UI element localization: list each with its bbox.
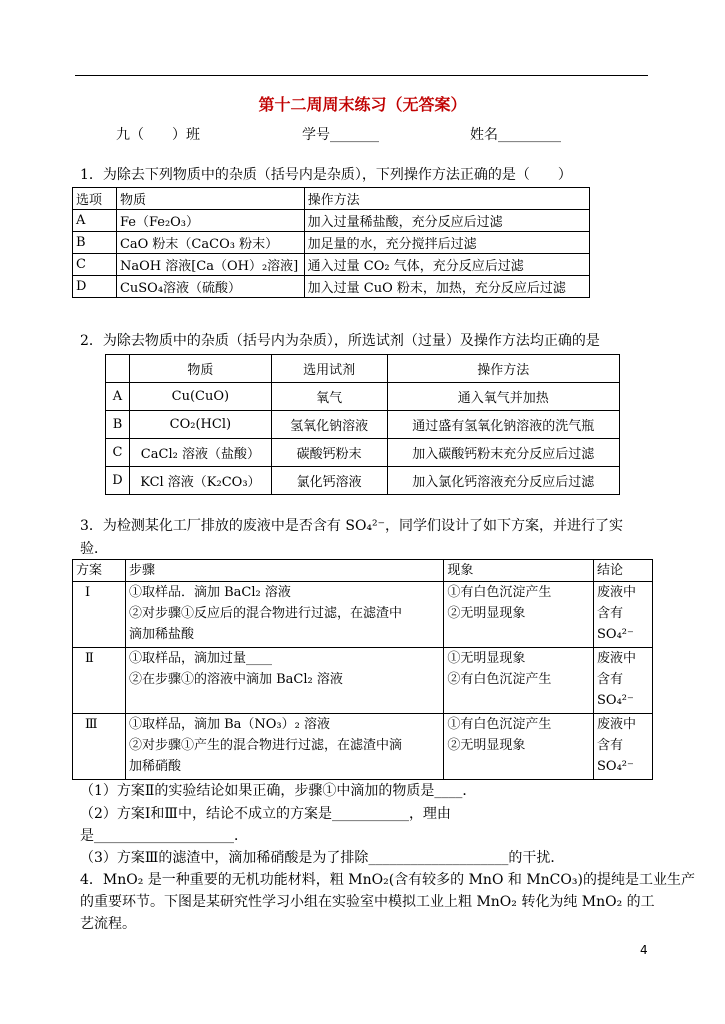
class-label: 九（ ）班 (116, 127, 200, 143)
q1-header-cell: 操作方法 (304, 188, 589, 210)
q2-method: 通过盛有氢氧化钠溶液的洗气瓶 (387, 411, 619, 439)
q3-conclusion-line: 废液中 (597, 651, 637, 666)
header-rule (75, 75, 648, 76)
q2-header-cell: 选用试剂 (271, 355, 387, 383)
q3-steps (125, 648, 443, 714)
q3-sub2-line2: 是____________________． (80, 828, 248, 844)
student-number-label: 学号_______ (302, 127, 379, 143)
q3-sub2-line1: （2）方案Ⅰ和Ⅲ中，结论不成立的方案是___________，理由 (80, 806, 451, 822)
q3-conclusion-line: SO₄²⁻ (597, 627, 634, 642)
q3-conclusion-line: SO₄²⁻ (597, 693, 634, 708)
q3-step: ②对步骤①反应后的混合物进行过滤，在滤渣中 (128, 606, 402, 621)
q2-header-row (106, 355, 620, 383)
q1-stem: 1．为除去下列物质中的杂质（括号内是杂质），下列操作方法正确的是（ ） (80, 167, 572, 183)
q3-header-cell: 步骤 (125, 560, 443, 582)
table-row (106, 467, 620, 495)
q3-conclusion-line: 含有 (597, 606, 624, 621)
q3-header-row (73, 560, 653, 582)
q3-step: ①取样品．滴加 BaCl₂ 溶液 (128, 585, 291, 600)
student-name-label: 姓名_________ (470, 127, 561, 143)
table-row (73, 648, 653, 714)
q3-phenomenon: ①有白色沉淀产生 (447, 585, 552, 600)
q3-step: ②在步骤①的溶液中滴加 BaCl₂ 溶液 (128, 672, 343, 687)
q3-phenomenon: ①无明显现象 (447, 651, 526, 666)
q1-option: B (73, 232, 117, 254)
q3-phenomenon: ①有白色沉淀产生 (447, 717, 552, 732)
q2-option: B (106, 411, 130, 439)
table-row (73, 276, 590, 298)
q3-stem-line2: 验． (80, 541, 108, 557)
table-row (73, 254, 590, 276)
q4-line2: 的重要环节。下图是某研究性学习小组在实验室中模拟工业上粗 MnO₂ 转化为纯 MnO₂ 的工 (80, 894, 655, 910)
q3-phenomenon: ②有白色沉淀产生 (447, 672, 552, 687)
q1-header-row (73, 188, 590, 210)
q3-steps (125, 582, 443, 648)
q2-reagent: 碳酸钙粉末 (271, 439, 387, 467)
q1-method: 加足量的水，充分搅拌后过滤 (304, 232, 589, 254)
q3-step: ①取样品，滴加 Ba（NO₃）₂ 溶液 (128, 717, 330, 732)
q4-line3: 艺流程。 (80, 916, 136, 932)
page-number: 4 (640, 943, 648, 957)
q2-reagent: 氯化钙溶液 (271, 467, 387, 495)
q3-plan: Ⅰ (73, 582, 126, 648)
q3-conclusion-line: 含有 (597, 672, 624, 687)
q2-reagent: 氢氧化钠溶液 (271, 411, 387, 439)
q2-substance: Cu(CuO) (129, 383, 271, 411)
q2-option: A (106, 383, 130, 411)
q1-method: 加入过量稀盐酸，充分反应后过滤 (304, 210, 589, 232)
q3-sub3: （3）方案Ⅲ的滤渣中，滴加稀硝酸是为了排除____________________的干扰． (80, 850, 565, 866)
q2-substance: CaCl₂ 溶液（盐酸） (129, 439, 271, 467)
q3-header-cell: 结论 (594, 560, 653, 582)
q1-table (72, 187, 590, 298)
q1-substance: CaO 粉末（CaCO₃ 粉末） (116, 232, 304, 254)
table-row (106, 383, 620, 411)
q3-conclusion-line: 含有 (597, 738, 624, 753)
q1-method: 通入过量 CO₂ 气体，充分反应后过滤 (304, 254, 589, 276)
q4-line1: 4．MnO₂ 是一种重要的无机功能材料，粗 MnO₂(含有较多的 MnO 和 MnCO₃)的提纯是工业生产 (80, 872, 695, 888)
q2-table (105, 354, 620, 495)
q2-substance: KCl 溶液（K₂CO₃） (129, 467, 271, 495)
q3-header-cell: 方案 (73, 560, 126, 582)
q3-phenomenon: ②无明显现象 (447, 606, 526, 621)
q2-reagent: 氧气 (271, 383, 387, 411)
q3-phenomena (444, 582, 594, 648)
table-row (73, 714, 653, 780)
q3-phenomena (444, 714, 594, 780)
q1-substance: Fe（Fe₂O₃） (116, 210, 304, 232)
q3-step: ②对步骤①产生的混合物进行过滤，在滤渣中滴 (128, 738, 402, 753)
q2-method: 加入氯化钙溶液充分反应后过滤 (387, 467, 619, 495)
table-row (106, 439, 620, 467)
q3-conclusion (594, 582, 653, 648)
q3-steps (125, 714, 443, 780)
table-row (73, 210, 590, 232)
q2-method: 加入碳酸钙粉末充分反应后过滤 (387, 439, 619, 467)
q2-header-cell: 物质 (129, 355, 271, 383)
q3-step: 加稀硝酸 (128, 759, 181, 774)
q3-plan: Ⅲ (73, 714, 126, 780)
q3-stem-line1: 3．为检测某化工厂排放的废液中是否含有 SO₄²⁻，同学们设计了如下方案，并进行了实 (80, 518, 624, 534)
q3-step: 滴加稀盐酸 (128, 627, 194, 642)
q3-plan: Ⅱ (73, 648, 126, 714)
page-title: 第十二周周末练习（无答案） (258, 95, 467, 114)
q3-header-cell: 现象 (444, 560, 594, 582)
q2-method: 通入氧气并加热 (387, 383, 619, 411)
q1-header-cell: 选项 (73, 188, 117, 210)
q1-header-cell: 物质 (116, 188, 304, 210)
q2-stem: 2．为除去物质中的杂质（括号内为杂质），所选试剂（过量）及操作方法均正确的是 (80, 333, 600, 349)
q3-conclusion-line: SO₄²⁻ (597, 759, 634, 774)
q1-substance: CuSO₄溶液（硫酸） (116, 276, 304, 298)
q3-step: ①取样品，滴加过量____ (128, 651, 272, 666)
q3-conclusion-line: 废液中 (597, 585, 637, 600)
table-row (106, 411, 620, 439)
q3-conclusion (594, 714, 653, 780)
table-row (73, 232, 590, 254)
q3-conclusion (594, 648, 653, 714)
q3-conclusion-line: 废液中 (597, 717, 637, 732)
q1-option: C (73, 254, 117, 276)
q1-option: D (73, 276, 117, 298)
q1-option: A (73, 210, 117, 232)
q2-option: C (106, 439, 130, 467)
q2-header-cell: 操作方法 (387, 355, 619, 383)
q3-table (72, 559, 653, 780)
q2-substance: CO₂(HCl) (129, 411, 271, 439)
q2-option: D (106, 467, 130, 495)
table-row (73, 582, 653, 648)
q1-substance: NaOH 溶液[Ca（OH）₂溶液] (116, 254, 304, 276)
q3-sub1: （1）方案Ⅱ的实验结论如果正确，步骤①中滴加的物质是____． (80, 783, 477, 799)
q3-phenomenon: ②无明显现象 (447, 738, 526, 753)
q3-phenomena (444, 648, 594, 714)
q1-method: 加入过量 CuO 粉末，加热，充分反应后过滤 (304, 276, 589, 298)
q2-header-cell (106, 355, 130, 383)
